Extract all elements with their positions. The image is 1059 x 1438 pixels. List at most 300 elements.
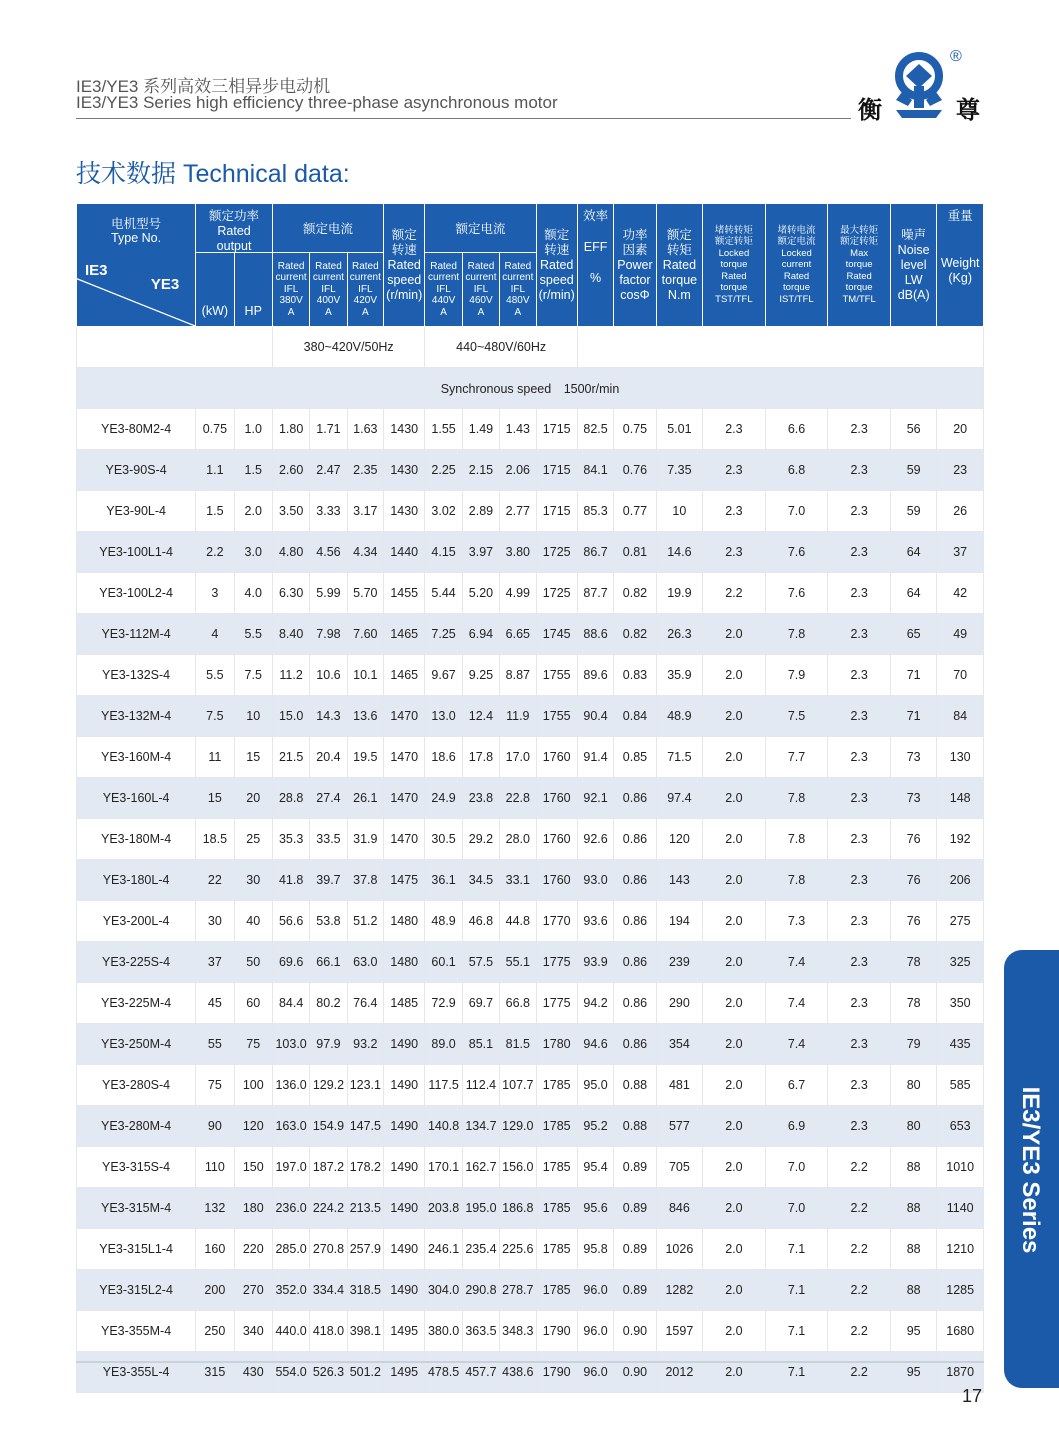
table-row: [77, 942, 984, 983]
table-row: [77, 1311, 984, 1352]
table-cell: 154.9: [310, 1106, 347, 1147]
table-cell: 60: [234, 983, 272, 1024]
table-cell: 2.3: [703, 409, 766, 450]
header-power-factor: [614, 204, 656, 327]
table-cell: 11.9: [500, 696, 536, 737]
table-cell: 1.43: [500, 409, 536, 450]
table-cell: 20: [234, 778, 272, 819]
table-cell: 134.7: [462, 1106, 499, 1147]
table-row: [77, 1229, 984, 1270]
table-cell: 18.6: [425, 737, 462, 778]
header-weight: [937, 204, 984, 327]
table-cell: 2.0: [703, 1188, 766, 1229]
table-row: [77, 1270, 984, 1311]
cur-line: 420V: [353, 295, 378, 307]
table-row: [77, 1024, 984, 1065]
table-cell: 2.3: [828, 655, 891, 696]
table-cell: 2.06: [500, 450, 536, 491]
type-no-cell: YE3-100L2-4: [77, 573, 196, 614]
table-cell: 225.6: [500, 1229, 536, 1270]
table-cell: 1.55: [425, 409, 462, 450]
header-speed-60hz: [536, 204, 577, 327]
table-cell: 2.3: [828, 1024, 891, 1065]
table-cell: 10: [656, 491, 702, 532]
table-cell: 1725: [536, 573, 577, 614]
table-row: [77, 532, 984, 573]
table-cell: 42: [937, 573, 984, 614]
table-cell: 1490: [384, 1188, 425, 1229]
table-cell: 438.6: [500, 1352, 536, 1393]
logo-char-left: 衡: [858, 96, 882, 124]
table-cell: 200: [196, 1270, 234, 1311]
cur-line: Rated: [504, 260, 532, 272]
header-current-480v: [500, 253, 536, 327]
table-cell: 2.0: [703, 1352, 766, 1393]
table-cell: 0.86: [614, 983, 656, 1024]
table-cell: 1495: [384, 1352, 425, 1393]
table-cell: 95: [890, 1311, 936, 1352]
table-cell: 354: [656, 1024, 702, 1065]
table-cell: 3.0: [234, 532, 272, 573]
table-row: [77, 655, 984, 696]
cur-line: Rated: [467, 260, 495, 272]
table-cell: 1760: [536, 860, 577, 901]
table-cell: 2.3: [828, 860, 891, 901]
table-cell: 1.5: [234, 450, 272, 491]
table-cell: 1755: [536, 696, 577, 737]
table-cell: 15: [234, 737, 272, 778]
pf-cn2: 因素: [622, 242, 648, 257]
table-cell: 0.89: [614, 1270, 656, 1311]
table-cell: 80.2: [310, 983, 347, 1024]
table-cell: 10: [234, 696, 272, 737]
speed-cn1: 额定: [391, 227, 417, 242]
speed-cn2: 转速: [391, 242, 417, 257]
type-no-cell: YE3-200L-4: [77, 901, 196, 942]
table-cell: 87.7: [577, 573, 613, 614]
table-cell: 2.2: [828, 1188, 891, 1229]
table-cell: 1715: [536, 450, 577, 491]
table-cell: 33.5: [310, 819, 347, 860]
table-cell: 12.4: [462, 696, 499, 737]
table-cell: 96.0: [577, 1311, 613, 1352]
table-cell: 239: [656, 942, 702, 983]
rated-output-cn: 额定功率: [209, 208, 260, 223]
table-cell: 90: [196, 1106, 234, 1147]
table-cell: 1.80: [272, 409, 309, 450]
table-cell: 27.4: [310, 778, 347, 819]
table-cell: 55: [196, 1024, 234, 1065]
table-cell: 129.0: [500, 1106, 536, 1147]
table-cell: 21.5: [272, 737, 309, 778]
table-cell: 653: [937, 1106, 984, 1147]
table-cell: 2.47: [310, 450, 347, 491]
table-cell: 2.3: [703, 450, 766, 491]
table-cell: 363.5: [462, 1311, 499, 1352]
table-cell: 0.77: [614, 491, 656, 532]
table-cell: 0.86: [614, 819, 656, 860]
table-cell: 1760: [536, 819, 577, 860]
table-cell: 11.2: [272, 655, 309, 696]
table-cell: 76: [890, 819, 936, 860]
table-cell: 71.5: [656, 737, 702, 778]
table-cell: 103.0: [272, 1024, 309, 1065]
table-cell: 7.35: [656, 450, 702, 491]
table-cell: 80: [890, 1065, 936, 1106]
table-row: [77, 1065, 984, 1106]
table-cell: 2.0: [703, 737, 766, 778]
table-cell: 257.9: [347, 1229, 383, 1270]
type-no-cell: YE3-160L-4: [77, 778, 196, 819]
weight-cn: 重量: [947, 209, 973, 223]
side-tab-label: IE3/YE3 Series: [1017, 1086, 1044, 1254]
table-cell: 1760: [536, 778, 577, 819]
table-cell: 4.34: [347, 532, 383, 573]
table-cell: 160: [196, 1229, 234, 1270]
table-cell: 96.0: [577, 1352, 613, 1393]
cur-line: IFL: [436, 283, 451, 295]
table-cell: 85.3: [577, 491, 613, 532]
table-cell: 8.87: [500, 655, 536, 696]
table-cell: 13.0: [425, 696, 462, 737]
table-cell: 26.1: [347, 778, 383, 819]
table-cell: 7.8: [765, 819, 828, 860]
table-cell: 66.1: [310, 942, 347, 983]
noise-unit: dB(A): [897, 287, 930, 302]
table-cell: 120: [234, 1106, 272, 1147]
table-cell: 3.02: [425, 491, 462, 532]
header-rated-current-50hz: 额定电流: [272, 204, 383, 253]
table-cell: 17.0: [500, 737, 536, 778]
table-cell: 48.9: [656, 696, 702, 737]
table-cell: 220: [234, 1229, 272, 1270]
table-cell: 430: [234, 1352, 272, 1393]
voltage-blank: [77, 327, 273, 368]
header-type-no: [77, 204, 196, 327]
table-cell: 178.2: [347, 1147, 383, 1188]
table-cell: 96.0: [577, 1270, 613, 1311]
torque-cn2: 转矩: [666, 242, 692, 257]
table-cell: 110: [196, 1147, 234, 1188]
cur-line: current: [428, 272, 460, 284]
table-cell: 1490: [384, 1106, 425, 1147]
table-cell: 88: [890, 1270, 936, 1311]
table-cell: 18.5: [196, 819, 234, 860]
speed-en1: Rated: [540, 257, 574, 272]
table-cell: 3.17: [347, 491, 383, 532]
header-locked-current: [765, 204, 828, 327]
table-cell: 2.3: [828, 737, 891, 778]
table-cell: 0.76: [614, 450, 656, 491]
table-cell: 2.89: [462, 491, 499, 532]
table-cell: 7.6: [765, 532, 828, 573]
table-cell: 315: [196, 1352, 234, 1393]
table-cell: 86.7: [577, 532, 613, 573]
table-cell: 3.80: [500, 532, 536, 573]
table-cell: 1785: [536, 1188, 577, 1229]
table-cell: 75: [234, 1024, 272, 1065]
table-cell: 6.8: [765, 450, 828, 491]
table-cell: 1775: [536, 942, 577, 983]
table-cell: 0.75: [196, 409, 234, 450]
table-cell: 48.9: [425, 901, 462, 942]
table-cell: 186.8: [500, 1188, 536, 1229]
voltage-50hz: 380~420V/50Hz: [272, 327, 424, 368]
table-cell: 6.9: [765, 1106, 828, 1147]
type-no-cell: YE3-355L-4: [77, 1352, 196, 1393]
table-cell: 1430: [384, 409, 425, 450]
table-cell: 1285: [937, 1270, 984, 1311]
table-cell: 76.4: [347, 983, 383, 1024]
table-cell: 14.3: [310, 696, 347, 737]
table-cell: 37.8: [347, 860, 383, 901]
table-row: [77, 491, 984, 532]
table-cell: 5.5: [234, 614, 272, 655]
table-cell: 75: [196, 1065, 234, 1106]
table-cell: 2.3: [828, 532, 891, 573]
table-cell: 270.8: [310, 1229, 347, 1270]
cur-line: IFL: [358, 283, 373, 295]
type-no-cell: YE3-160M-4: [77, 737, 196, 778]
noise-en1: Noise: [897, 242, 930, 257]
table-cell: 39.7: [310, 860, 347, 901]
table-cell: 36.1: [425, 860, 462, 901]
table-cell: 88: [890, 1188, 936, 1229]
table-cell: 250: [196, 1311, 234, 1352]
speed-unit: (r/min): [386, 287, 423, 302]
table-cell: 1770: [536, 901, 577, 942]
table-cell: 95.8: [577, 1229, 613, 1270]
table-cell: 5.5: [196, 655, 234, 696]
table-cell: 7.7: [765, 737, 828, 778]
cur-line: Rated: [277, 260, 305, 272]
table-bottom-rule: [76, 1361, 984, 1363]
maxt-line: torque: [845, 282, 873, 294]
table-cell: 30.5: [425, 819, 462, 860]
table-cell: 1430: [384, 450, 425, 491]
table-cell: 1480: [384, 942, 425, 983]
cur-line: IFL: [321, 283, 336, 295]
type-no-cell: YE3-225M-4: [77, 983, 196, 1024]
table-cell: 1490: [384, 1024, 425, 1065]
table-cell: 1785: [536, 1147, 577, 1188]
lrc-line: 堵转电流: [777, 224, 816, 236]
table-cell: 11: [196, 737, 234, 778]
table-cell: 95.2: [577, 1106, 613, 1147]
lrc-line: Locked: [781, 247, 812, 259]
type-no-cell: YE3-180M-4: [77, 819, 196, 860]
table-cell: 5.44: [425, 573, 462, 614]
table-cell: 1.5: [196, 491, 234, 532]
table-cell: 2.3: [828, 491, 891, 532]
table-cell: 64: [890, 532, 936, 573]
table-cell: 2.0: [703, 655, 766, 696]
table-cell: 7.1: [765, 1270, 828, 1311]
header-current-440v: [425, 253, 462, 327]
table-cell: 2.3: [828, 901, 891, 942]
table-cell: 0.86: [614, 942, 656, 983]
cur-line: current: [502, 272, 534, 284]
table-cell: 2.2: [703, 573, 766, 614]
table-cell: 150: [234, 1147, 272, 1188]
header-kw: (kW): [196, 253, 234, 327]
type-no-cell: YE3-90L-4: [77, 491, 196, 532]
table-cell: 4.0: [234, 573, 272, 614]
table-cell: 2.0: [703, 819, 766, 860]
table-cell: 69.6: [272, 942, 309, 983]
table-cell: 89.0: [425, 1024, 462, 1065]
table-cell: 1790: [536, 1311, 577, 1352]
type-no-cell: YE3-112M-4: [77, 614, 196, 655]
lrt-line: TST/TFL: [715, 293, 753, 305]
table-cell: 7.8: [765, 778, 828, 819]
table-cell: 10.6: [310, 655, 347, 696]
table-cell: 180: [234, 1188, 272, 1229]
logo-char-right: 尊: [956, 96, 980, 124]
table-cell: 28.0: [500, 819, 536, 860]
type-no-cell: YE3-225S-4: [77, 942, 196, 983]
table-cell: 19.9: [656, 573, 702, 614]
cur-line: Rated: [351, 260, 379, 272]
rated-output-en1: Rated: [217, 223, 251, 238]
table-cell: 92.6: [577, 819, 613, 860]
table-row: [77, 1188, 984, 1229]
cur-line: A: [287, 306, 295, 318]
table-cell: 275: [937, 901, 984, 942]
cur-line: current: [349, 272, 381, 284]
table-cell: 0.84: [614, 696, 656, 737]
table-cell: 60.1: [425, 942, 462, 983]
table-cell: 1597: [656, 1311, 702, 1352]
table-cell: 290: [656, 983, 702, 1024]
table-cell: 73: [890, 778, 936, 819]
eff-cn: 效率: [583, 209, 609, 223]
table-row: [77, 573, 984, 614]
header-noise: [890, 204, 936, 327]
section-title: 技术数据 Technical data:: [76, 160, 350, 188]
table-cell: 71: [890, 655, 936, 696]
table-cell: 224.2: [310, 1188, 347, 1229]
table-row: [77, 614, 984, 655]
table-cell: 1470: [384, 696, 425, 737]
cur-line: 380V: [279, 295, 303, 307]
table-cell: 91.4: [577, 737, 613, 778]
table-cell: 37: [937, 532, 984, 573]
table-cell: 7.5: [765, 696, 828, 737]
table-cell: 6.65: [500, 614, 536, 655]
table-cell: 7.9: [765, 655, 828, 696]
table-cell: 130: [937, 737, 984, 778]
table-cell: 1870: [937, 1352, 984, 1393]
type-no-cell: YE3-100L1-4: [77, 532, 196, 573]
table-cell: 2.0: [703, 778, 766, 819]
rated-output-en2: output: [216, 238, 252, 253]
table-cell: 9.67: [425, 655, 462, 696]
table-cell: 2.0: [234, 491, 272, 532]
sync-speed-label: Synchronous speed 1500r/min: [77, 368, 984, 409]
table-cell: 380.0: [425, 1311, 462, 1352]
table-cell: 3.50: [272, 491, 309, 532]
table-cell: 20.4: [310, 737, 347, 778]
table-cell: 0.89: [614, 1229, 656, 1270]
table-cell: 112.4: [462, 1065, 499, 1106]
table-cell: 478.5: [425, 1352, 462, 1393]
table-cell: 129.2: [310, 1065, 347, 1106]
pf-unit: cosΦ: [620, 287, 650, 302]
table-cell: 2.25: [425, 450, 462, 491]
table-cell: 73: [890, 737, 936, 778]
table-cell: 1785: [536, 1106, 577, 1147]
table-cell: 93.6: [577, 901, 613, 942]
cur-line: IFL: [510, 283, 526, 295]
header-title-cn: IE3/YE3 系列高效三相异步电动机: [76, 77, 331, 96]
eff-unit: %: [590, 271, 602, 285]
table-cell: 1465: [384, 655, 425, 696]
table-cell: 418.0: [310, 1311, 347, 1352]
table-row: [77, 409, 984, 450]
table-cell: 30: [234, 860, 272, 901]
table-cell: 93.0: [577, 860, 613, 901]
table-cell: 170.1: [425, 1147, 462, 1188]
table-cell: 325: [937, 942, 984, 983]
table-cell: 270: [234, 1270, 272, 1311]
table-cell: 7.1: [765, 1352, 828, 1393]
table-cell: 0.89: [614, 1188, 656, 1229]
table-cell: 65: [890, 614, 936, 655]
cur-line: current: [312, 272, 345, 284]
table-cell: 7.1: [765, 1229, 828, 1270]
table-cell: 35.3: [272, 819, 309, 860]
table-cell: 585: [937, 1065, 984, 1106]
table-cell: 15: [196, 778, 234, 819]
table-cell: 1490: [384, 1065, 425, 1106]
lrt-line: Locked: [718, 247, 750, 259]
table-cell: 440.0: [272, 1311, 309, 1352]
table-cell: 7.98: [310, 614, 347, 655]
table-row: [77, 1352, 984, 1393]
voltage-row: [77, 327, 984, 368]
table-cell: 348.3: [500, 1311, 536, 1352]
table-cell: 0.83: [614, 655, 656, 696]
cur-line: A: [477, 306, 485, 318]
voltage-60hz: 440~480V/60Hz: [425, 327, 577, 368]
table-cell: 2.2: [828, 1270, 891, 1311]
header-current-420v: [347, 253, 383, 327]
cur-line: 440V: [431, 295, 456, 307]
table-cell: 187.2: [310, 1147, 347, 1188]
table-cell: 0.85: [614, 737, 656, 778]
table-cell: 2.35: [347, 450, 383, 491]
table-cell: 1210: [937, 1229, 984, 1270]
table-cell: 7.6: [765, 573, 828, 614]
table-cell: 526.3: [310, 1352, 347, 1393]
table-cell: 8.40: [272, 614, 309, 655]
lrt-line: 堵转转矩: [714, 224, 753, 236]
table-cell: 33.1: [500, 860, 536, 901]
table-cell: 2.3: [828, 1065, 891, 1106]
table-cell: 194: [656, 901, 702, 942]
table-cell: 352.0: [272, 1270, 309, 1311]
table-cell: 7.4: [765, 942, 828, 983]
type-no-cell: YE3-315M-4: [77, 1188, 196, 1229]
table-cell: 45: [196, 983, 234, 1024]
table-cell: 1430: [384, 491, 425, 532]
table-cell: 1775: [536, 983, 577, 1024]
table-cell: 37: [196, 942, 234, 983]
cur-line: IFL: [473, 283, 489, 295]
table-cell: 2.0: [703, 1065, 766, 1106]
table-cell: 4: [196, 614, 234, 655]
